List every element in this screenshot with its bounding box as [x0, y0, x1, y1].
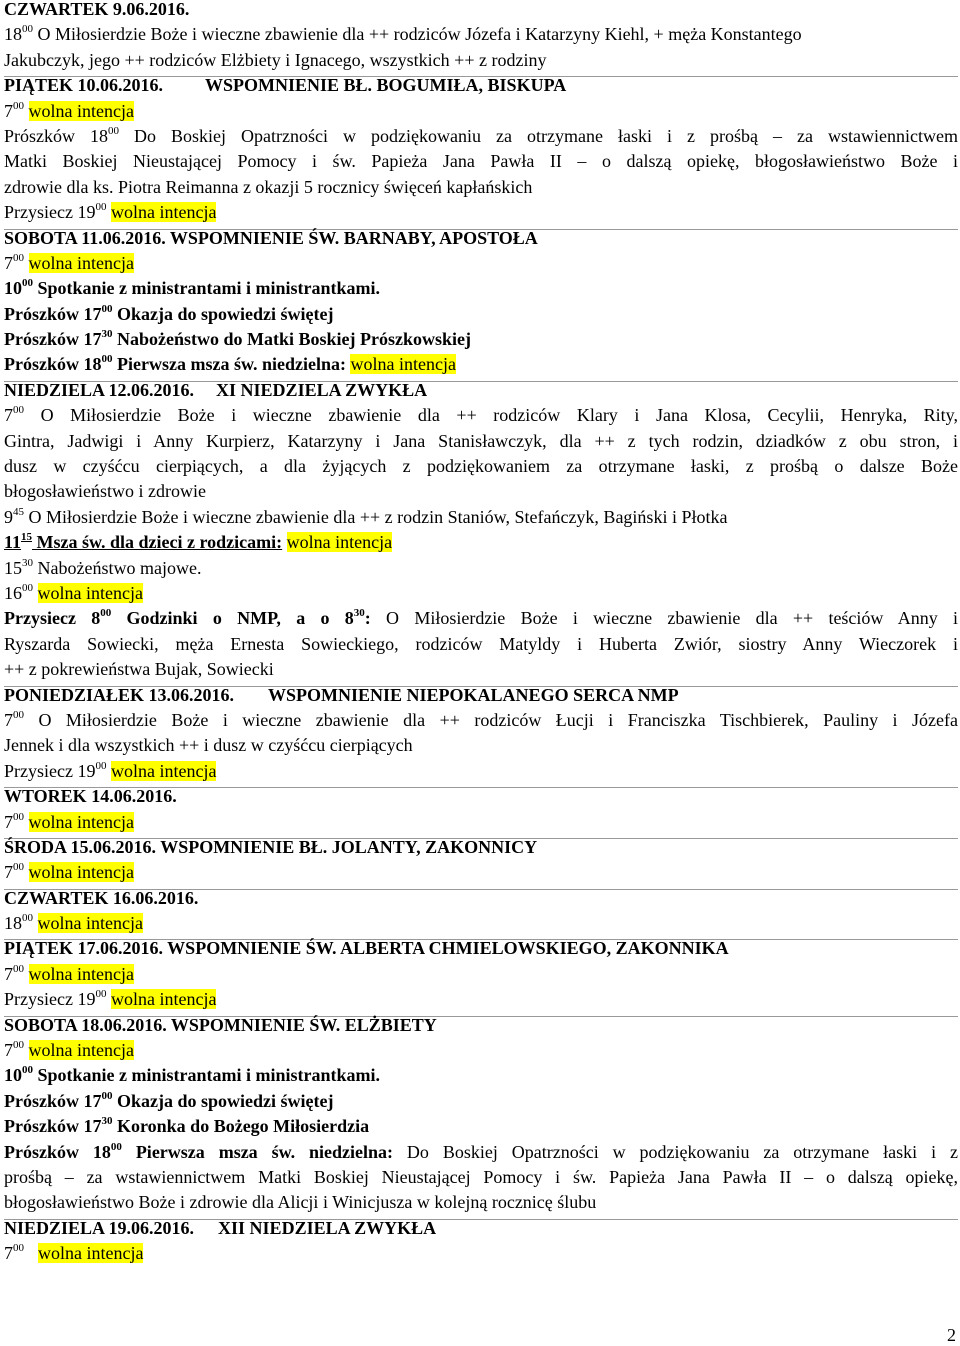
- schedule-line: [4, 99, 958, 124]
- schedule-line: [4, 962, 958, 987]
- text: 7: [4, 709, 13, 730]
- text: Jakubczyk, jego ++ rodziców Elżbiety i Ignacego, wszystkich ++ z rodziny: [4, 49, 547, 70]
- text: dusz w czyśćcu cierpiących, a dla żyjących z podziękowaniem za otrzymane łaski, z prośbą o dalsze Boże: [4, 456, 958, 477]
- bold-text: Nabożeństwo do Matki Boskiej Prószkowskiej: [112, 329, 471, 350]
- time-superscript: 00: [110, 1140, 122, 1153]
- text: Matki Boskiej Nieustającej Pomocy i św. Papieża Jana Pawła II – o dalszą opiekę, błogosławieństwo Boże i: [4, 151, 958, 172]
- bold-text: :: [364, 608, 371, 629]
- text: Do Boskiej Opatrzności w podziękowaniu za otrzymane łaski i z prośbą – za wstawiennictwem: [119, 125, 959, 146]
- text: CZWARTEK 9.06.2016.: [4, 0, 190, 19]
- schedule-line: [4, 302, 958, 327]
- time-superscript: 00: [22, 581, 33, 594]
- text: zdrowie dla ks. Piotra Reimanna z okazji 5 rocznicy święceń kapłańskich: [4, 176, 533, 197]
- text: ++ z pokrewieństwa Bujak, Sowiecki: [4, 659, 274, 680]
- schedule-line: [4, 987, 958, 1012]
- bold-text: Prószków 18: [4, 1141, 111, 1162]
- time-superscript: 30: [101, 1115, 113, 1128]
- bold-text: Spotkanie z ministrantami i ministrantkami.: [33, 278, 381, 299]
- free-intention-highlight: wolna intencja: [350, 354, 456, 375]
- schedule-line: [4, 1089, 958, 1114]
- day-block: [4, 886, 958, 937]
- schedule-line: [4, 581, 958, 606]
- text: 7: [4, 1243, 13, 1264]
- day-block: [4, 226, 958, 378]
- time-superscript: 30: [101, 328, 113, 341]
- text: O Miłosierdzie Boże i wieczne zbawienie dla ++ rodziców Łucji i Franciszka Tischbierek, Pauliny i Józefa: [24, 709, 958, 730]
- text: [24, 253, 29, 273]
- text: NIEDZIELA 12.06.2016.: [4, 379, 195, 400]
- schedule-line: [4, 175, 958, 200]
- text: O Miłosierdzie Boże i wieczne zbawienie dla ++ z rodzin Staniów, Stefańczyk, Bagiński i Płotka: [24, 506, 728, 527]
- bold-text: 10: [4, 1065, 22, 1086]
- time-superscript: 00: [13, 1039, 24, 1052]
- bold-text: Okazja do spowiedzi świętej: [112, 303, 334, 324]
- schedule-line: [4, 810, 958, 835]
- schedule-line: [4, 22, 958, 47]
- text: SOBOTA 18.06.2016. WSPOMNIENIE ŚW. ELŻBIETY: [4, 1014, 437, 1035]
- text: [24, 812, 29, 832]
- time-superscript: 00: [95, 201, 107, 214]
- free-intention-highlight: wolna intencja: [286, 532, 393, 553]
- bold-text: Prószków 17: [4, 1090, 102, 1111]
- text: SOBOTA 11.06.2016. WSPOMNIENIE ŚW. BARNABY, APOSTOŁA: [4, 227, 538, 248]
- schedule-line: [4, 454, 958, 479]
- time-superscript: 00: [22, 23, 33, 36]
- text: 7: [4, 100, 13, 121]
- text: WSPOMNIENIE BŁ. BOGUMIŁA, BISKUPA: [205, 75, 567, 96]
- schedule-line: [4, 251, 958, 276]
- day-heading: [4, 73, 958, 98]
- time-superscript: 00: [95, 988, 107, 1001]
- schedule-line: [4, 1165, 958, 1190]
- text: ŚRODA 15.06.2016. WSPOMNIENIE BŁ. JOLANTY, ZAKONNICY: [4, 836, 538, 857]
- free-intention-highlight: wolna intencja: [110, 989, 217, 1010]
- time-superscript: 00: [22, 1064, 33, 1077]
- free-intention-highlight: wolna intencja: [37, 582, 143, 603]
- schedule-line: [4, 759, 958, 784]
- schedule-line: [4, 911, 958, 936]
- free-intention-highlight: wolna intencja: [28, 811, 134, 832]
- bold-text: Prószków 17: [4, 303, 102, 324]
- text: Jennek i dla wszystkich ++ i dusz w czyśćcu cierpiących: [4, 735, 413, 756]
- bold-text: Okazja do spowiedzi świętej: [112, 1090, 334, 1111]
- time-superscript: 00: [13, 404, 24, 417]
- text: Ryszarda Sowiecki, męża Ernesta Sowieckiego, rodziców Matyldy i Huberta Zwiór, siostry Anny Wieczorek i: [4, 633, 958, 654]
- day-heading: [4, 1216, 958, 1241]
- day-block: [4, 1216, 958, 1267]
- text: Prószków 18: [4, 125, 109, 146]
- day-block: [4, 1013, 958, 1216]
- text: Przysiecz 19: [4, 202, 96, 223]
- time-superscript: 00: [13, 861, 24, 874]
- day-heading: [4, 683, 958, 708]
- bold-text: Pierwsza msza św. niedzielna:: [112, 354, 351, 375]
- text: błogosławieństwo Boże i zdrowie dla Alicji i Winicjusza w kolejną rocznicę ślubu: [4, 1192, 597, 1213]
- schedule-line: [4, 200, 958, 225]
- text: WTOREK 14.06.2016.: [4, 786, 177, 807]
- text: [33, 913, 38, 933]
- day-heading: [4, 226, 958, 251]
- time-superscript: 00: [101, 302, 113, 315]
- day-block: [4, 73, 958, 225]
- text: Przysiecz 19: [4, 989, 96, 1010]
- free-intention-highlight: wolna intencja: [110, 760, 217, 781]
- schedule-line: [4, 1063, 958, 1088]
- schedule-line: [4, 48, 958, 73]
- bold-text: Koronka do Bożego Miłosierdzia: [112, 1116, 370, 1137]
- schedule-line: [4, 429, 958, 454]
- free-intention-highlight: wolna intencja: [28, 100, 134, 121]
- time-superscript: 30: [353, 607, 365, 620]
- day-heading: [4, 1013, 958, 1038]
- text: NIEDZIELA 19.06.2016.: [4, 1217, 195, 1238]
- day-heading: [4, 0, 958, 22]
- text: 18: [4, 913, 22, 934]
- bold-text: Prószków 17: [4, 329, 102, 350]
- free-intention-highlight: wolna intencja: [28, 862, 134, 883]
- text: O Miłosierdzie Boże i wieczne zbawienie dla ++ rodziców Klary i Jana Klosa, Cecylii, Henryka, Rity,: [24, 405, 958, 426]
- text: [24, 862, 29, 882]
- day-heading: [4, 835, 958, 860]
- schedule-line: [4, 657, 958, 682]
- schedule-line: [4, 860, 958, 885]
- text: błogosławieństwo i zdrowie: [4, 481, 206, 502]
- day-heading: [4, 936, 958, 961]
- time-superscript: 00: [95, 759, 107, 772]
- schedule-line: [4, 556, 958, 581]
- free-intention-highlight: wolna intencja: [38, 1243, 144, 1264]
- text: 7: [4, 811, 13, 832]
- free-intention-highlight: wolna intencja: [37, 913, 143, 934]
- text: O Miłosierdzie Boże i wieczne zbawienie dla ++ teściów Anny i: [370, 608, 958, 629]
- schedule-line: [4, 149, 958, 174]
- page-number: 2: [947, 1325, 956, 1345]
- time-superscript: 00: [13, 810, 24, 823]
- schedule-line: [4, 276, 958, 301]
- time-superscript: 00: [101, 353, 113, 366]
- schedule-line: [4, 708, 958, 733]
- text: CZWARTEK 16.06.2016.: [4, 887, 199, 908]
- text: PIĄTEK 10.06.2016.: [4, 75, 164, 96]
- day-block: [4, 784, 958, 835]
- time-superscript: 00: [22, 912, 33, 925]
- text: 9: [4, 506, 13, 527]
- text: 15: [4, 557, 22, 578]
- time-superscript: 00: [13, 962, 24, 975]
- day-heading: [4, 784, 958, 809]
- schedule-line: [4, 479, 958, 504]
- time-superscript: 00: [13, 708, 24, 721]
- bold-text: Przysiecz 8: [4, 608, 101, 629]
- text: 7: [4, 862, 13, 883]
- text: [33, 583, 38, 603]
- text: [24, 964, 29, 984]
- day-block: [4, 0, 958, 73]
- text: PIĄTEK 17.06.2016. WSPOMNIENIE ŚW. ALBERTA CHMIELOWSKIEGO, ZAKONNIKA: [4, 938, 729, 959]
- time-superscript: 00: [13, 99, 24, 112]
- text: prośbą – za wstawiennictwem Matki Boskiej Nieustającej Pomocy i św. Papieża Jana Pawła II – o dalszą opiekę,: [4, 1166, 958, 1187]
- free-intention-highlight: wolna intencja: [110, 202, 217, 223]
- time-superscript: 00: [13, 251, 24, 264]
- schedule-line: [4, 530, 958, 555]
- text: [24, 101, 29, 121]
- schedule-line: [4, 1140, 958, 1165]
- free-intention-highlight: wolna intencja: [28, 252, 134, 273]
- text: [24, 1040, 29, 1060]
- text: 7: [4, 252, 13, 273]
- text: Nabożeństwo majowe.: [33, 557, 202, 578]
- bold-text: Spotkanie z ministrantami i ministrantkami.: [33, 1065, 381, 1086]
- day-block: [4, 683, 958, 785]
- time-superscript: 00: [22, 277, 33, 290]
- free-intention-highlight: wolna intencja: [28, 1040, 134, 1061]
- time-superscript: 30: [22, 556, 33, 569]
- text: Przysiecz 19: [4, 760, 96, 781]
- free-intention-highlight: wolna intencja: [28, 963, 134, 984]
- schedule-line: [4, 1241, 958, 1266]
- underlined-bold-text: 11: [4, 532, 22, 553]
- text: WSPOMNIENIE NIEPOKALANEGO SERCA NMP: [268, 684, 679, 705]
- schedule-line: [4, 733, 958, 758]
- text: XI NIEDZIELA ZWYKŁA: [216, 379, 428, 400]
- parish-schedule-document: [4, 0, 958, 1267]
- schedule-line: [4, 124, 958, 149]
- time-superscript: 15: [21, 531, 33, 544]
- text: 18: [4, 24, 22, 45]
- text: Do Boskiej Opatrzności w podziękowaniu za otrzymane łaski i z: [393, 1141, 958, 1162]
- text: 7: [4, 963, 13, 984]
- text: [282, 532, 287, 552]
- text: 7: [4, 405, 13, 426]
- day-heading: [4, 886, 958, 911]
- time-superscript: 00: [100, 607, 112, 620]
- text: XII NIEDZIELA ZWYKŁA: [218, 1217, 437, 1238]
- bold-text: Pierwsza msza św. niedzielna:: [121, 1141, 394, 1162]
- schedule-line: [4, 403, 958, 428]
- schedule-line: [4, 1038, 958, 1063]
- bold-text: Prószków 17: [4, 1116, 102, 1137]
- schedule-line: [4, 352, 958, 377]
- time-superscript: 00: [13, 1242, 24, 1255]
- schedule-line: [4, 505, 958, 530]
- time-superscript: 00: [101, 1089, 113, 1102]
- schedule-line: [4, 606, 958, 631]
- day-heading: [4, 378, 958, 403]
- day-block: [4, 835, 958, 886]
- bold-text: 10: [4, 278, 22, 299]
- time-superscript: 00: [108, 124, 120, 137]
- text: 7: [4, 1040, 13, 1061]
- schedule-line: [4, 632, 958, 657]
- text: 16: [4, 582, 22, 603]
- day-block: [4, 378, 958, 683]
- schedule-line: [4, 327, 958, 352]
- day-block: [4, 936, 958, 1012]
- schedule-line: [4, 1190, 958, 1215]
- time-superscript: 45: [13, 505, 24, 518]
- bold-text: Prószków 18: [4, 354, 102, 375]
- text: PONIEDZIAŁEK 13.06.2016.: [4, 684, 235, 705]
- schedule-line: [4, 1114, 958, 1139]
- text: Gintra, Jadwigi i Anny Kurpierz, Katarzyny i Jana Stanisławczyk, dla ++ z tych rodzin, dziadków z obu stron, i: [4, 430, 958, 451]
- underlined-bold-text: Msza św. dla dzieci z rodzicami:: [32, 532, 283, 553]
- text: O Miłosierdzie Boże i wieczne zbawienie dla ++ rodziców Józefa i Katarzyny Kiehl, + męża Konstantego: [33, 24, 802, 45]
- bold-text: Godzinki o NMP, a o 8: [111, 608, 354, 629]
